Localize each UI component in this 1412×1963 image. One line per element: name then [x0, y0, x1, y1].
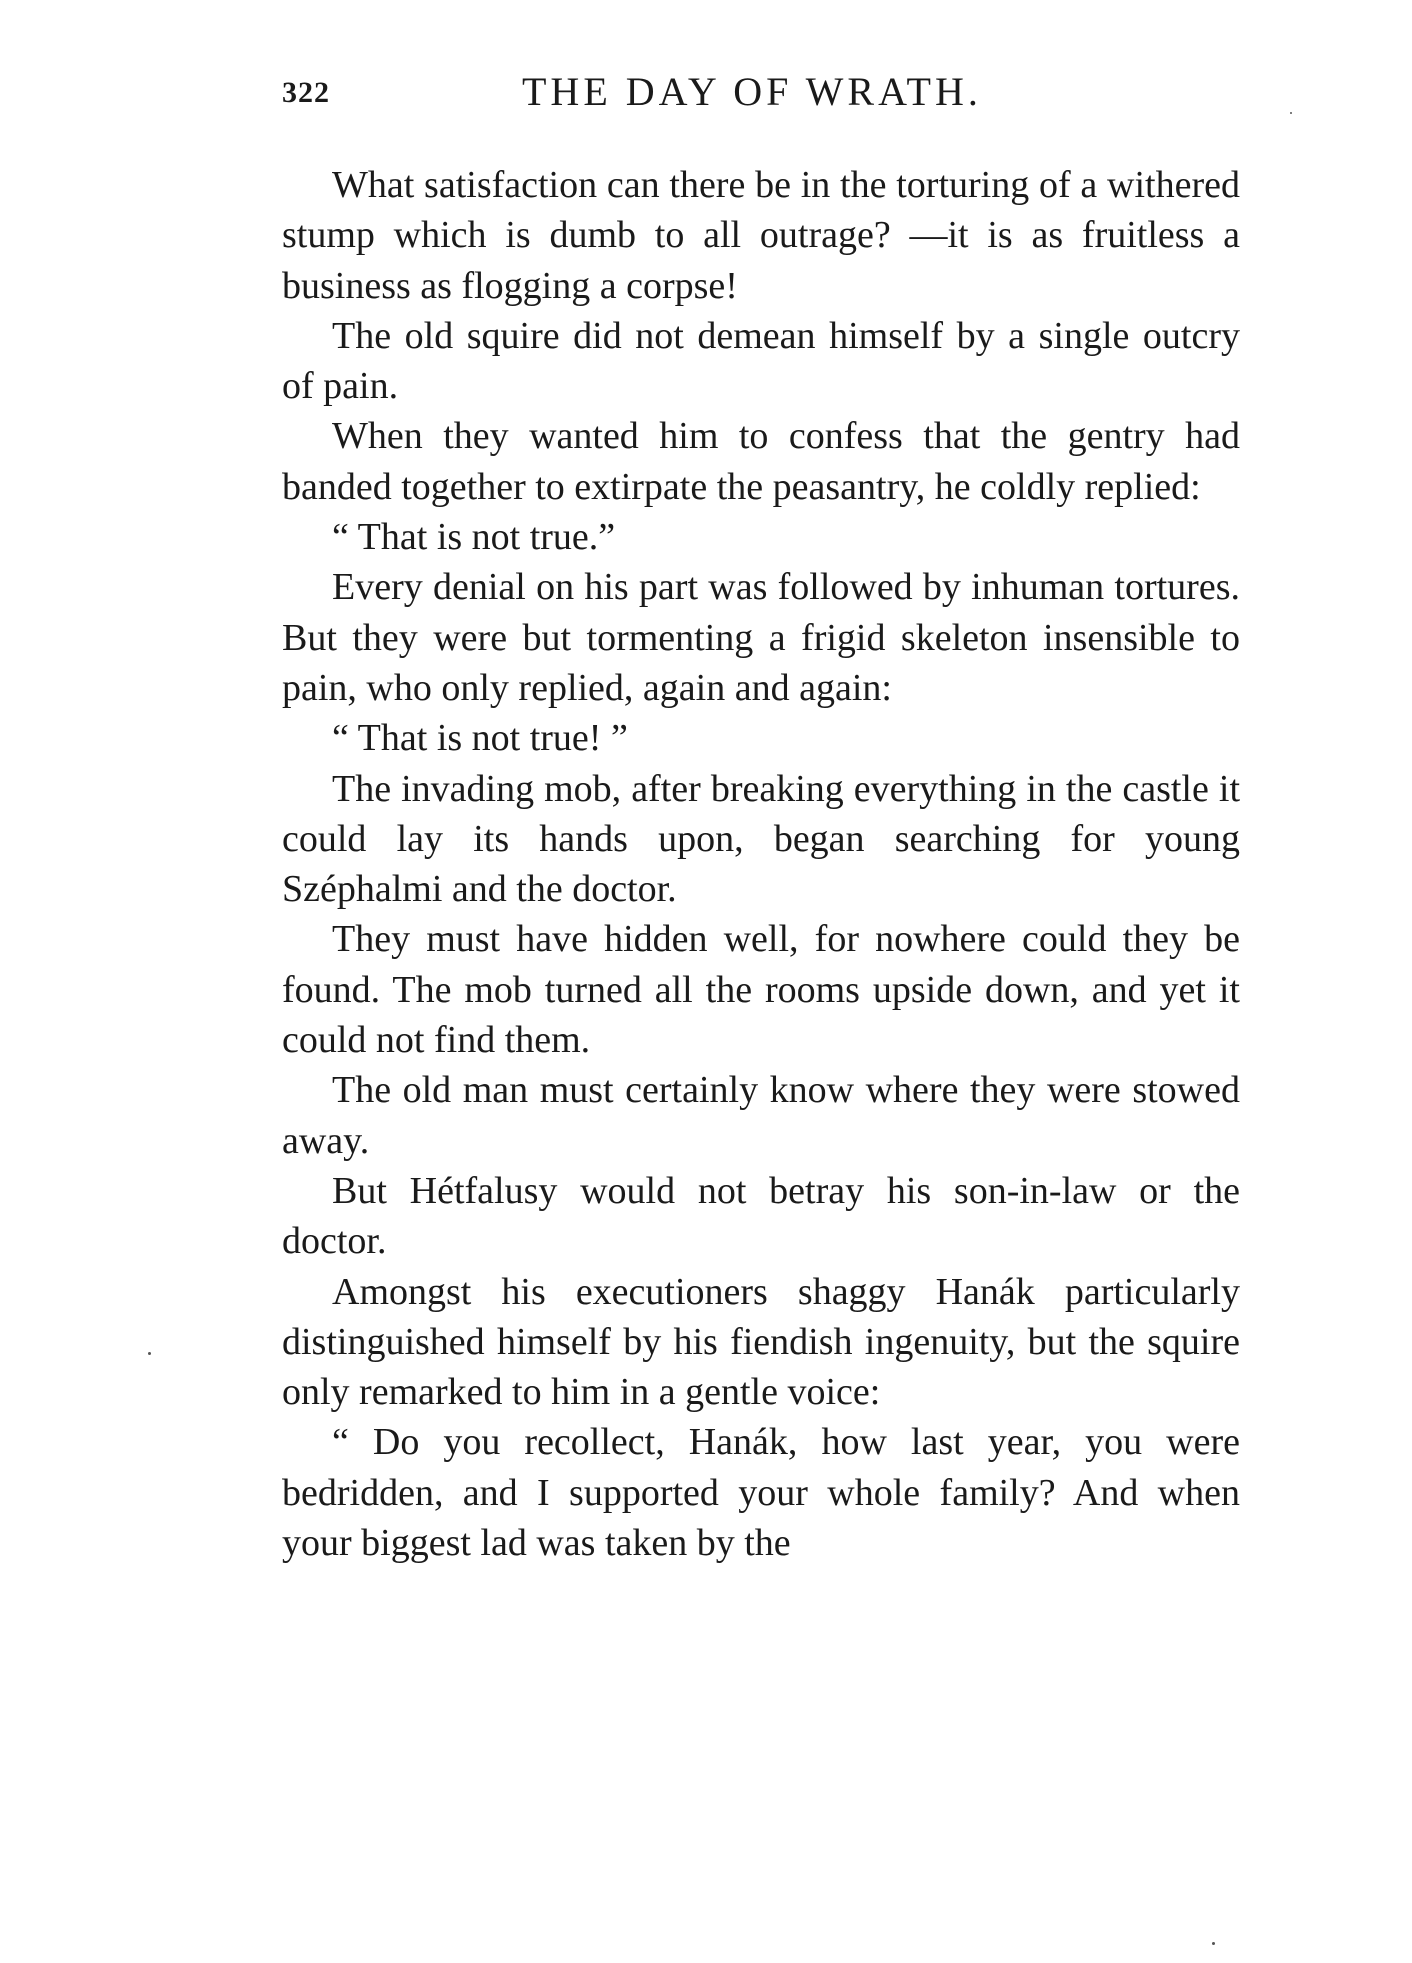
paragraph: They must have hidden well, for nowhere could they be found. The mob turned all the rooms upside down, and yet it could not find them.	[282, 918, 1240, 1062]
paragraph: When they wanted him to confess that the gentry had banded together to extirpate the peasantry, he coldly replied:	[282, 415, 1240, 508]
body-text	[282, 160, 1240, 1568]
scan-speck	[148, 1352, 151, 1355]
paragraph: “ That is not true.”	[332, 516, 616, 559]
running-title: THE DAY OF WRATH.	[522, 69, 982, 114]
scan-speck	[1212, 1942, 1215, 1945]
paragraph: The old man must certainly know where they were stowed away.	[282, 1069, 1240, 1162]
paragraph: “ That is not true! ”	[332, 717, 628, 760]
paragraph: But Hétfalusy would not betray his son-in-law or the doctor.	[282, 1169, 1240, 1263]
page-number: 322	[282, 76, 330, 109]
page-header	[282, 68, 1242, 128]
paragraph: The old squire did not demean himself by a single outcry of pain.	[282, 314, 1240, 408]
paragraph: “ Do you recollect, Hanák, how last year, you were bedridden, and I supported your whole family? And when your biggest lad was taken by the	[282, 1421, 1240, 1565]
paragraph: The invading mob, after breaking everything in the castle it could lay its hands upon, began searching for young Széphalmi and the doctor.	[282, 767, 1240, 911]
scan-speck	[1290, 112, 1292, 114]
paragraph: Every denial on his part was followed by inhuman tortures. But they were but tormenting a frigid skeleton insensible to pain, who only replied, again and again:	[282, 566, 1240, 709]
paragraph: Amongst his executioners shaggy Hanák particularly distinguished himself by his fiendish ingenuity, but the squire only remarked to him in a gentle voice:	[282, 1270, 1240, 1414]
paragraph: What satisfaction can there be in the torturing of a withered stump which is dumb to all outrage? —it is as fruitless a business as flogging a corpse!	[282, 164, 1240, 307]
